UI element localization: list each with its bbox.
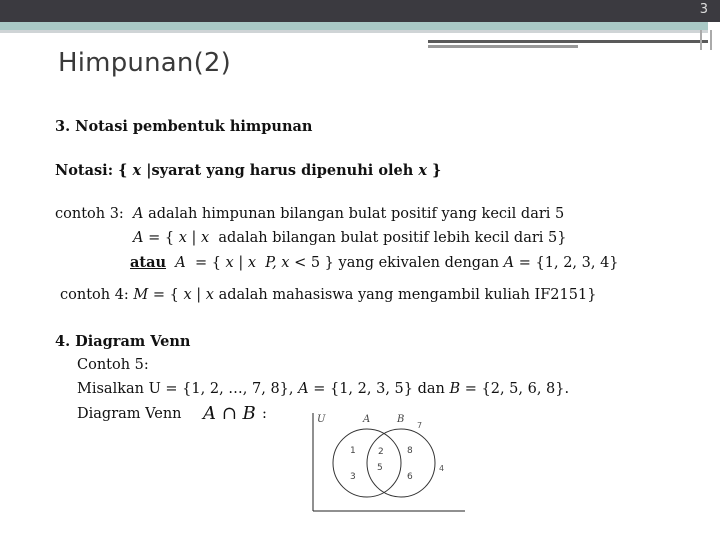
example3-line3-x1: x — [225, 255, 234, 271]
example4-M: M — [133, 287, 149, 303]
atau-label: atau — [130, 254, 167, 271]
example4-x1: x — [183, 287, 192, 303]
notation-prefix: Notasi: { — [55, 162, 128, 179]
section4-heading: 4. Diagram Venn — [55, 333, 191, 350]
notation-line — [55, 162, 441, 179]
venn-outside-1: 7 — [417, 421, 423, 430]
set-A-symbol: A — [298, 381, 309, 397]
venn-both-1: 2 — [378, 447, 384, 457]
accent-bar — [0, 22, 708, 30]
venn-set-a-label: A — [363, 414, 371, 425]
example3-prefix: contoh 3: — [55, 206, 124, 222]
example3-line3-x2: x — [247, 255, 257, 271]
slide-number: 3 — [699, 2, 708, 17]
set-B-def: = {2, 5, 6, 8}. — [464, 381, 570, 397]
title-rule-short — [428, 45, 578, 48]
example4-x2: x — [205, 287, 214, 303]
example3-line3-A: A — [175, 255, 186, 271]
notation-body: |syarat yang harus dipenuhi oleh — [146, 162, 414, 179]
example3-line3-x3: x — [281, 255, 290, 271]
notation-var2: x — [418, 162, 427, 179]
notation-var: x — [132, 162, 142, 179]
example4-prefix: contoh 4: — [60, 287, 129, 303]
slide-top-bar — [0, 0, 720, 22]
accent-bar-secondary — [0, 30, 708, 33]
venn-only-a-2: 3 — [350, 472, 356, 482]
venn-only-b-2: 6 — [407, 472, 413, 482]
example3-line3-bar: | — [238, 255, 244, 271]
example3-line2-x2: x — [200, 230, 210, 246]
venn-svg — [305, 405, 470, 515]
venn-outside-2: 4 — [439, 464, 445, 473]
example3-line3-end: = {1, 2, 3, 4} — [518, 255, 619, 271]
example3-line3-A2: A — [503, 255, 515, 271]
intersection-formula: A ∩ B — [203, 403, 256, 424]
example3-line1 — [55, 206, 564, 222]
example4-rest: adalah mahasiswa yang mengambil kuliah IF2151} — [218, 287, 597, 303]
venn-diagram — [305, 405, 470, 515]
venn-only-b-1: 8 — [407, 446, 413, 456]
example3-line3-P: P, — [265, 255, 277, 271]
example3-line2-eq: = { — [148, 230, 175, 246]
example4-bar: | — [196, 287, 202, 303]
venn-only-a-1: 1 — [350, 446, 356, 456]
example3-line2-x1: x — [178, 230, 187, 246]
example3-var: A — [133, 206, 144, 222]
venn-universe-label: U — [317, 414, 326, 425]
corner-decoration — [700, 30, 712, 50]
section3-heading: 3. Notasi pembentuk himpunan — [55, 118, 313, 135]
example3-text: adalah himpunan bilangan bulat positif yang kecil dari 5 — [148, 206, 565, 222]
diagram-venn-label: Diagram Venn — [77, 406, 182, 422]
example3-line2-var: A — [133, 230, 144, 246]
venn-set-b-label: B — [397, 414, 405, 425]
example3-line2-text: adalah bilangan bulat positif lebih kecil dari 5} — [218, 230, 567, 246]
notation-close: } — [432, 162, 442, 179]
example4-line — [60, 287, 596, 303]
example3-line2 — [133, 230, 567, 246]
example3-line3-rest: < 5 } yang ekivalen dengan — [294, 255, 500, 271]
formula-colon: : — [262, 406, 267, 422]
venn-both-2: 5 — [377, 463, 383, 473]
example3-line2-bar: | — [191, 230, 197, 246]
set-B-symbol: B — [449, 381, 461, 397]
example3-line3-eq: = { — [194, 255, 221, 271]
example5-sets-line — [77, 381, 569, 397]
slide-title: Himpunan(2) — [58, 48, 232, 78]
universe-def: Misalkan U = {1, 2, …, 7, 8}, — [77, 381, 294, 397]
example3-line3 — [130, 254, 619, 271]
example4-eq: = { — [152, 287, 179, 303]
title-rule — [428, 40, 708, 43]
set-A-def: = {1, 2, 3, 5} dan — [313, 381, 445, 397]
example5-label: Contoh 5: — [77, 357, 149, 373]
